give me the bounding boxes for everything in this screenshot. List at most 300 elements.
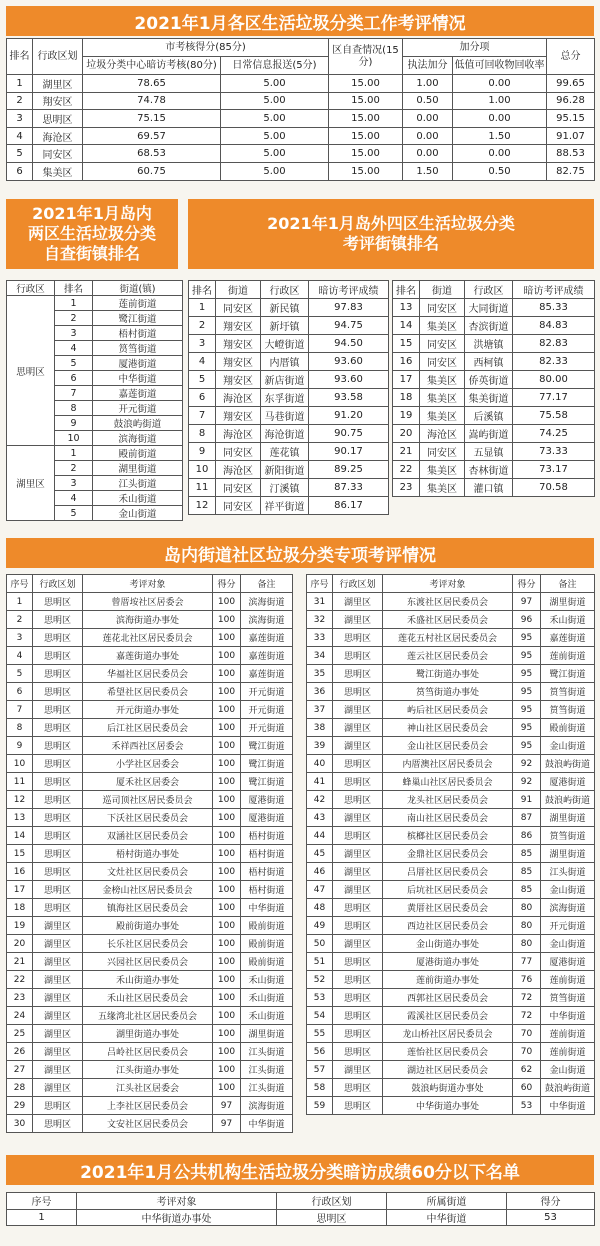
table-cell: 53: [307, 989, 333, 1007]
table-cell: 80: [513, 935, 541, 953]
table-cell: 8: [55, 401, 93, 416]
table-cell: 湖里街道: [541, 593, 595, 611]
table-cell: 1.00: [453, 92, 547, 110]
table-cell: 4: [7, 127, 33, 145]
table-cell: 100: [213, 593, 241, 611]
table-cell: 江头街道: [241, 1061, 293, 1079]
table-cell: 莲前街道: [541, 1025, 595, 1043]
table-cell: 11: [7, 773, 33, 791]
table-cell: 思明区: [333, 647, 383, 665]
header-no: 序号: [307, 575, 333, 593]
table-cell: 100: [213, 971, 241, 989]
table-cell: 96: [513, 611, 541, 629]
table-cell: 湖里街道: [241, 1025, 293, 1043]
table-cell: 上李社区居民委员会: [83, 1097, 213, 1115]
table-cell: 金山街道: [93, 506, 183, 521]
table-cell: 江头街道: [541, 863, 595, 881]
header-target: 考评对象: [77, 1193, 277, 1210]
table-cell: 100: [213, 683, 241, 701]
table-row: [307, 1061, 595, 1079]
table-cell: 5.00: [221, 75, 329, 93]
table-cell: 76: [513, 971, 541, 989]
table-cell: 13: [7, 809, 33, 827]
table-cell: 希望社区居民委员会: [83, 683, 213, 701]
table-row: [7, 446, 183, 461]
table-cell: 思明区: [333, 899, 383, 917]
table-cell: 100: [213, 1079, 241, 1097]
table-cell: 新民镇: [261, 299, 309, 317]
header-target: 考评对象: [83, 575, 213, 593]
table-row: [7, 701, 293, 719]
table-cell: 鹭江街道: [241, 755, 293, 773]
table-cell: 新圩镇: [261, 317, 309, 335]
table-cell: 3: [55, 476, 93, 491]
table-cell: 15: [393, 335, 420, 353]
table-cell: 中华街道: [241, 899, 293, 917]
table-cell: 100: [213, 827, 241, 845]
table-cell: 7: [7, 701, 33, 719]
table-cell: 40: [307, 755, 333, 773]
table-cell: 100: [213, 701, 241, 719]
table-cell: 滨海街道办事处: [83, 611, 213, 629]
table-cell: 12: [189, 497, 216, 515]
table-cell: 思明区: [333, 665, 383, 683]
table-cell: 78.65: [83, 75, 221, 93]
table-cell: 58: [307, 1079, 333, 1097]
table-cell: 4: [55, 341, 93, 356]
table-cell: 82.33: [513, 353, 595, 371]
table-cell: 73.33: [513, 443, 595, 461]
table-cell: 殿前街道: [93, 446, 183, 461]
table-cell: 厦港街道: [241, 791, 293, 809]
table-row: [7, 737, 293, 755]
table-cell: 同安区: [216, 497, 261, 515]
table-cell: 23: [393, 479, 420, 497]
table-cell: 湖里区: [333, 935, 383, 953]
section2-title-line2: 两区生活垃圾分类: [27, 224, 156, 243]
table-row: [189, 299, 389, 317]
table-row: [7, 899, 293, 917]
table-cell: 100: [213, 1043, 241, 1061]
table-row: [393, 317, 595, 335]
table-cell: 湖里区: [333, 701, 383, 719]
table-cell: 东渡社区居民委员会: [383, 593, 513, 611]
header-district: 行政区: [261, 281, 309, 299]
table-cell: 同安区: [216, 443, 261, 461]
table-cell: 湖里区: [33, 917, 83, 935]
table-row: [307, 827, 595, 845]
table-cell: 思明区: [33, 701, 83, 719]
header-rank: 排名: [7, 39, 33, 75]
table-row: [307, 935, 595, 953]
table-cell: 内厝澳社区居民委员会: [383, 755, 513, 773]
section2-title-line3: 自查街镇排名: [43, 244, 140, 263]
table-cell: 思明区: [33, 665, 83, 683]
table-cell: 87.33: [309, 479, 389, 497]
table-cell: 海沧区: [216, 425, 261, 443]
table-cell: 殿前街道: [241, 935, 293, 953]
table-cell: 马巷街道: [261, 407, 309, 425]
table-cell: 10: [189, 461, 216, 479]
table-cell: 5.00: [221, 162, 329, 180]
table-cell: 梧村街道: [241, 863, 293, 881]
table-cell: 集美区: [420, 461, 465, 479]
table-row: [7, 629, 293, 647]
table-cell: 翔安区: [216, 335, 261, 353]
table-cell: 53: [513, 1097, 541, 1115]
table-cell: 72: [513, 989, 541, 1007]
table-cell: 东孚街道: [261, 389, 309, 407]
header-daily-report: 日常信息报送(5分): [221, 57, 329, 75]
table-cell: 莲前街道: [541, 647, 595, 665]
table-cell: 19: [393, 407, 420, 425]
table-cell: 96.28: [547, 92, 595, 110]
table-row: [393, 353, 595, 371]
table-cell: 思明区: [33, 629, 83, 647]
header-self-check: 区自查情况(15分): [329, 39, 403, 75]
table-cell: 滨海街道: [93, 431, 183, 446]
section3-title: [188, 199, 594, 269]
table-cell: 文灶社区居民委员会: [83, 863, 213, 881]
header-score: 暗访考评成绩: [309, 281, 389, 299]
table-row: [7, 755, 293, 773]
table-cell: 90.17: [309, 443, 389, 461]
table-cell: 41: [307, 773, 333, 791]
table-cell: 8: [189, 425, 216, 443]
table-cell: 厦禾社区居委会: [83, 773, 213, 791]
table-cell: 100: [213, 611, 241, 629]
table-cell: 15.00: [329, 92, 403, 110]
header-street: 街道: [420, 281, 465, 299]
table-cell: 85.33: [513, 299, 595, 317]
table-cell: 20: [393, 425, 420, 443]
table-row: [7, 917, 293, 935]
table-cell: 思明区: [333, 629, 383, 647]
table-cell: 0.00: [403, 110, 453, 128]
table-cell: 52: [307, 971, 333, 989]
table-cell: 100: [213, 719, 241, 737]
table-cell: 侨英街道: [465, 371, 513, 389]
table-cell: 1: [55, 296, 93, 311]
table-cell: 100: [213, 881, 241, 899]
table-cell: 厦港街道: [241, 809, 293, 827]
table-cell: 湖里区: [33, 971, 83, 989]
table-cell: 开元街道: [241, 683, 293, 701]
table-cell: 思明区: [33, 773, 83, 791]
public-institution-table: [6, 1192, 595, 1226]
table-cell: 97: [213, 1115, 241, 1133]
table-cell: 同安区: [420, 335, 465, 353]
table-cell: 莲前街道: [541, 971, 595, 989]
table-row: [307, 809, 595, 827]
header-score: 暗访考评成绩: [513, 281, 595, 299]
table-cell: 海沧街道: [261, 425, 309, 443]
header-street: 街道(镇): [93, 281, 183, 296]
table-row: [189, 461, 389, 479]
table-cell: 42: [307, 791, 333, 809]
table-cell: 思明区: [33, 110, 83, 128]
table-row: [307, 917, 595, 935]
table-cell: 思明区: [333, 827, 383, 845]
table-cell: 28: [7, 1079, 33, 1097]
table-cell: 5.00: [221, 110, 329, 128]
table-cell: 14: [393, 317, 420, 335]
table-cell: 思明区: [33, 791, 83, 809]
table-cell: 82.75: [547, 162, 595, 180]
table-cell: 1.50: [453, 127, 547, 145]
table-cell: 洪塘镇: [465, 335, 513, 353]
table-cell: 翔安区: [33, 92, 83, 110]
table-cell: 95: [513, 701, 541, 719]
table-cell: 39: [307, 737, 333, 755]
island-street-table: [6, 280, 183, 521]
table-cell: 湖里区: [333, 863, 383, 881]
header-district: 行政区: [465, 281, 513, 299]
table-cell: 2: [55, 461, 93, 476]
table-row: [7, 1115, 293, 1133]
header-district: 行政区划: [277, 1193, 387, 1210]
table-cell: 厦港街道: [541, 953, 595, 971]
table-cell: 湖里区: [333, 809, 383, 827]
table-cell: 集美区: [420, 317, 465, 335]
table-cell: 21: [393, 443, 420, 461]
section3-title-line2: 考评街镇排名: [342, 234, 439, 253]
table-row: [7, 1025, 293, 1043]
table-cell: 思明区: [333, 1025, 383, 1043]
table-cell: 7: [189, 407, 216, 425]
table-cell: 26: [7, 1043, 33, 1061]
table-cell: 开元街道办事处: [83, 701, 213, 719]
table-cell: 93.60: [309, 353, 389, 371]
table-cell: 鼓浪屿街道: [541, 791, 595, 809]
table-cell: 94.50: [309, 335, 389, 353]
table-cell: 开元街道: [241, 701, 293, 719]
table-cell: 莲前街道: [93, 296, 183, 311]
header-low-value: 低值可回收物回收率: [453, 57, 547, 75]
table-cell: 95: [513, 683, 541, 701]
table-cell: 10: [7, 755, 33, 773]
table-cell: 南山社区居民委员会: [383, 809, 513, 827]
table-row: [393, 389, 595, 407]
table-cell: 70.58: [513, 479, 595, 497]
table-cell: 100: [213, 845, 241, 863]
table-cell: 祥平街道: [261, 497, 309, 515]
table-row: [7, 647, 293, 665]
table-cell: 100: [213, 773, 241, 791]
table-cell: 新店街道: [261, 371, 309, 389]
table-row: [307, 791, 595, 809]
table-cell: 思明区: [33, 1115, 83, 1133]
table-cell: 禾山社区居民委员会: [83, 989, 213, 1007]
table-cell: 3: [189, 335, 216, 353]
table-cell: 湖里区: [33, 1043, 83, 1061]
table-cell: 下沃社区居民委员会: [83, 809, 213, 827]
section5-title: 2021年1月公共机构生活垃圾分类暗访成绩60分以下名单: [6, 1155, 594, 1185]
table-cell: 68.53: [83, 145, 221, 163]
table-row: [307, 1097, 595, 1115]
table-cell: 滨海街道: [241, 593, 293, 611]
table-row: [307, 953, 595, 971]
table-cell: 湖里区: [333, 719, 383, 737]
table-cell: 11: [189, 479, 216, 497]
table-cell: 思明区: [33, 683, 83, 701]
table-row: [189, 335, 389, 353]
table-cell: 华福社区居民委员会: [83, 665, 213, 683]
table-cell: 100: [213, 1007, 241, 1025]
table-cell: 13: [393, 299, 420, 317]
table-cell: 93.58: [309, 389, 389, 407]
table-row: [307, 593, 595, 611]
table-cell: 兴园社区居民委员会: [83, 953, 213, 971]
table-cell: 嘉莲街道: [241, 629, 293, 647]
header-street: 所属街道: [387, 1193, 507, 1210]
table-row: [7, 145, 595, 163]
table-cell: 金榜山社区居民委员会: [83, 881, 213, 899]
table-cell: 厦港街道: [541, 773, 595, 791]
table-row: [7, 611, 293, 629]
table-cell: 厦港街道: [93, 356, 183, 371]
table-row: [7, 1061, 293, 1079]
table-cell: 同安区: [420, 443, 465, 461]
table-cell: 开元街道: [241, 719, 293, 737]
table-cell: 1: [7, 75, 33, 93]
table-cell: 4: [189, 353, 216, 371]
table-cell: 同安区: [216, 479, 261, 497]
table-cell: 80: [513, 917, 541, 935]
header-law-bonus: 执法加分: [403, 57, 453, 75]
table-row: [7, 719, 293, 737]
table-cell: 集美区: [420, 389, 465, 407]
table-cell: 湖里区: [33, 75, 83, 93]
table-row: [393, 371, 595, 389]
header-total: 总分: [547, 39, 595, 75]
header-bonus: 加分项: [403, 39, 547, 57]
table-row: [307, 1079, 595, 1097]
table-cell: 鼓浪屿街道办事处: [383, 1079, 513, 1097]
header-no: 序号: [7, 1193, 77, 1210]
table-cell: 海沧区: [33, 127, 83, 145]
table-cell: 47: [307, 881, 333, 899]
table-cell: 6: [7, 162, 33, 180]
section3-title-line1: 2021年1月岛外四区生活垃圾分类: [267, 214, 515, 233]
table-cell: 37: [307, 701, 333, 719]
table-cell: 100: [213, 863, 241, 881]
table-cell: 嘉莲街道: [241, 647, 293, 665]
table-cell: 5.00: [221, 92, 329, 110]
table-row: [307, 719, 595, 737]
table-cell: 黄厝社区居民委员会: [383, 899, 513, 917]
table-cell: 95: [513, 737, 541, 755]
table-cell: 西边社区居民委员会: [383, 917, 513, 935]
table-row: [393, 479, 595, 497]
table-cell: 禾盛社区居民委员会: [383, 611, 513, 629]
table-cell: 思明区: [277, 1209, 387, 1226]
table-row: [7, 75, 595, 93]
table-row: [393, 407, 595, 425]
table-cell: 小学社区居委会: [83, 755, 213, 773]
table-row: [7, 110, 595, 128]
table-cell: 思明区: [333, 1007, 383, 1025]
table-cell: 94.75: [309, 317, 389, 335]
table-cell: 思明区: [333, 755, 383, 773]
table-cell: 海沧区: [216, 461, 261, 479]
table-cell: 西郭社区居民委员会: [383, 989, 513, 1007]
header-score: 得分: [213, 575, 241, 593]
table-cell: 0.00: [453, 110, 547, 128]
table-cell: 38: [307, 719, 333, 737]
table-cell: 梧村街道办事处: [83, 845, 213, 863]
table-cell: 莲花镇: [261, 443, 309, 461]
table-cell: 80.00: [513, 371, 595, 389]
table-cell: 镇海社区居民委员会: [83, 899, 213, 917]
table-cell: 同安区: [420, 353, 465, 371]
table-cell: 思明区: [333, 683, 383, 701]
table-cell: 80: [513, 899, 541, 917]
table-cell: 92: [513, 755, 541, 773]
table-cell: 5.00: [221, 127, 329, 145]
table-cell: 5: [55, 506, 93, 521]
table-row: [7, 863, 293, 881]
table-row: [307, 1025, 595, 1043]
table-cell: 2: [55, 311, 93, 326]
table-cell: 90.75: [309, 425, 389, 443]
section2-title-line1: 2021年1月岛内: [32, 204, 152, 223]
table-cell: 48: [307, 899, 333, 917]
table-cell: 36: [307, 683, 333, 701]
table-cell: 14: [7, 827, 33, 845]
table-cell: 龙山桥社区居民委员会: [383, 1025, 513, 1043]
table-cell: 思明区: [33, 737, 83, 755]
header-no: 序号: [7, 575, 33, 593]
table-row: [189, 407, 389, 425]
table-cell: 74.78: [83, 92, 221, 110]
table-cell: 82.83: [513, 335, 595, 353]
table-cell: 100: [213, 809, 241, 827]
header-note: 备注: [241, 575, 293, 593]
table-cell: 中华街道: [241, 1115, 293, 1133]
table-cell: 集美区: [420, 479, 465, 497]
table-cell: 梧村街道: [241, 881, 293, 899]
table-cell: 74.25: [513, 425, 595, 443]
header-street: 街道: [216, 281, 261, 299]
table-row: [307, 971, 595, 989]
table-cell: 内厝镇: [261, 353, 309, 371]
table-cell: 3: [7, 110, 33, 128]
table-cell: 江头街道: [241, 1043, 293, 1061]
table-cell: 湖里区: [33, 935, 83, 953]
table-cell: 莲花北社区居民委员会: [83, 629, 213, 647]
table-cell: 江头街道: [93, 476, 183, 491]
header-score: 得分: [513, 575, 541, 593]
table-cell: 江头街道: [241, 1079, 293, 1097]
table-cell: 思明区: [333, 989, 383, 1007]
section2-title: [6, 199, 178, 269]
table-cell: 0.00: [403, 145, 453, 163]
table-cell: 12: [7, 791, 33, 809]
table-cell: 43: [307, 809, 333, 827]
table-cell: 85: [513, 845, 541, 863]
table-cell: 集美区: [33, 162, 83, 180]
table-cell: 85: [513, 863, 541, 881]
table-cell: 鹭江街道办事处: [383, 665, 513, 683]
table-cell: 筼筜街道: [541, 827, 595, 845]
table-cell: 湖里街道: [541, 809, 595, 827]
table-row: [307, 1043, 595, 1061]
district-cell: 湖里区: [7, 446, 55, 521]
table-cell: 15.00: [329, 162, 403, 180]
table-row: [307, 701, 595, 719]
table-cell: 69.57: [83, 127, 221, 145]
